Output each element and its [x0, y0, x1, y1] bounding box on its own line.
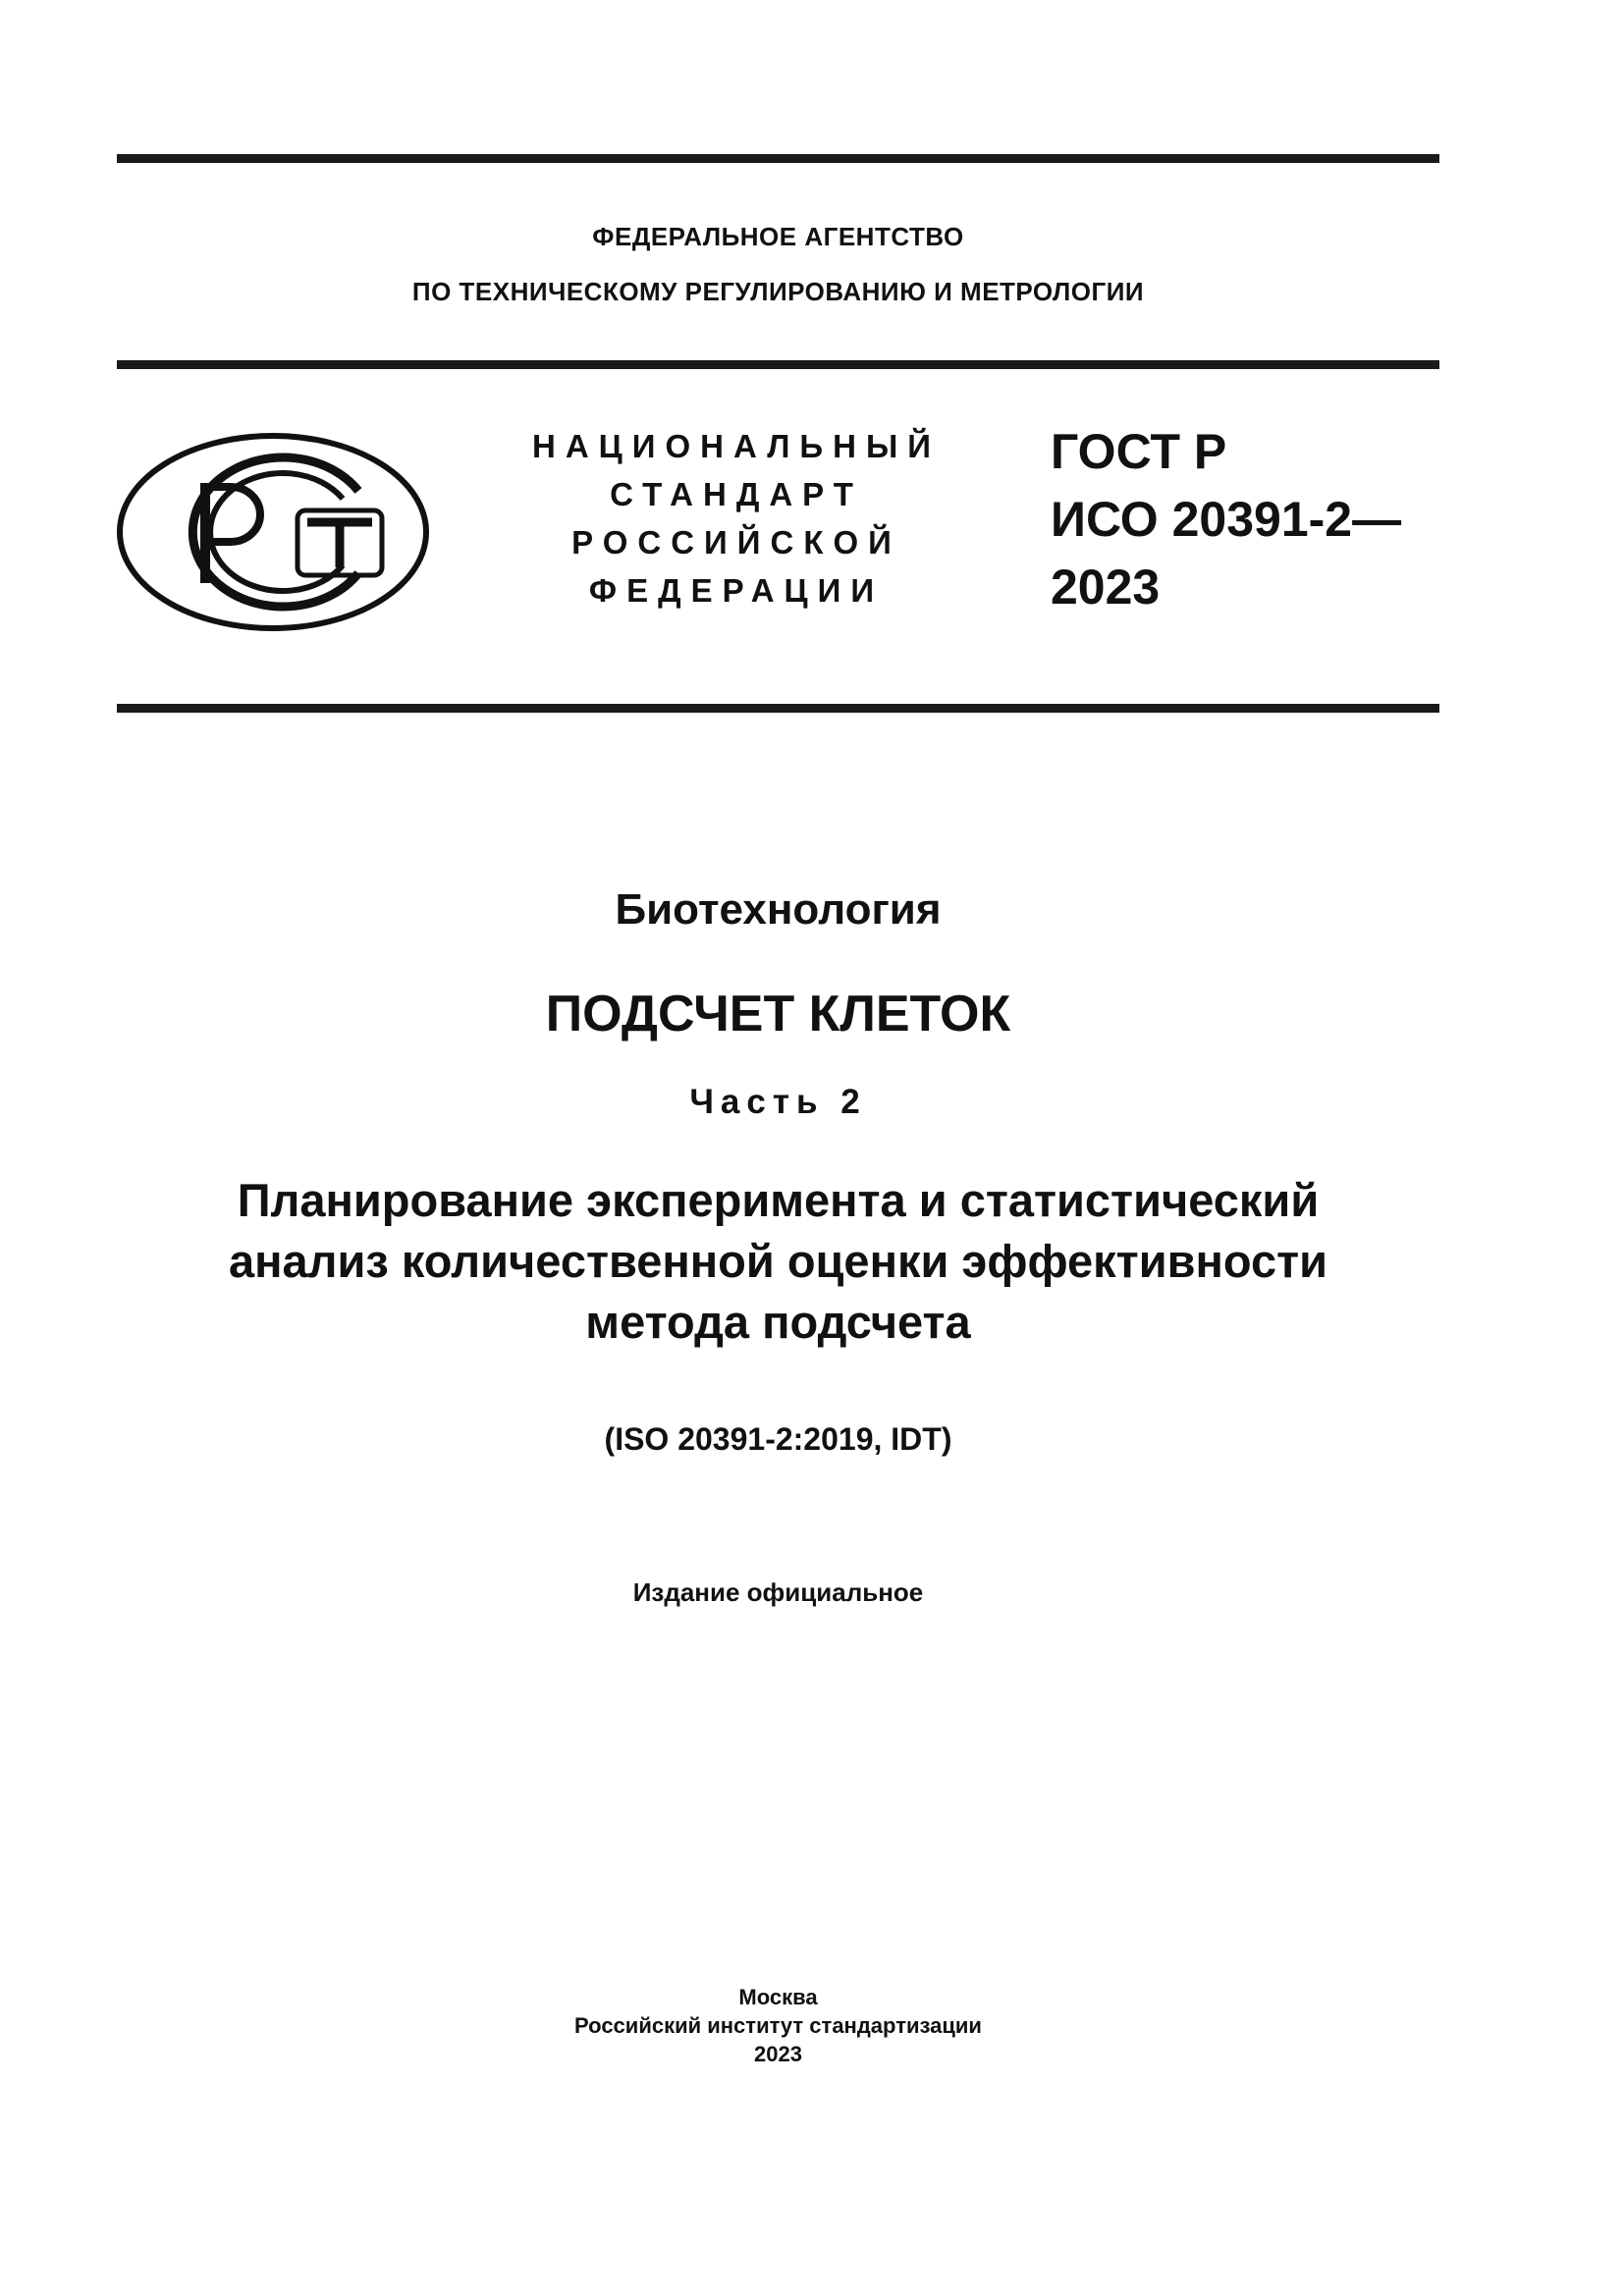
- national-line-4: ФЕДЕРАЦИИ: [588, 572, 885, 609]
- publication-year: 2023: [754, 2042, 802, 2066]
- agency-line-1: ФЕДЕРАЛЬНОЕ АГЕНТСТВО: [592, 222, 964, 251]
- designation-line-1: ГОСТ Р: [1051, 424, 1227, 479]
- national-line-3: РОССИЙСКОЙ: [571, 524, 901, 561]
- edition-label: Издание официальное: [632, 1577, 924, 1607]
- subtitle-line-2: анализ количественной оценки эффективности: [228, 1235, 1328, 1287]
- main-title: ПОДСЧЕТ КЛЕТОК: [545, 986, 1011, 1042]
- top-rule: [117, 154, 1439, 163]
- publisher-institute: Российский институт стандартизации: [574, 2013, 982, 2038]
- header-divider-rule: [117, 360, 1439, 369]
- national-line-1: НАЦИОНАЛЬНЫЙ: [532, 428, 941, 464]
- agency-line-2: ПО ТЕХНИЧЕСКОМУ РЕГУЛИРОВАНИЮ И МЕТРОЛОГИИ: [411, 277, 1145, 306]
- national-standard-label: [511, 422, 962, 614]
- subtitle: [117, 1170, 1439, 1353]
- designation-line-3: 2023: [1051, 560, 1161, 614]
- standard-block-bottom-rule: [117, 704, 1439, 713]
- rst-certification-logo-icon: [115, 432, 431, 632]
- national-line-2: СТАНДАРТ: [610, 476, 863, 512]
- iso-reference: (ISO 20391-2:2019, IDT): [604, 1421, 952, 1457]
- part-label: Часть 2: [689, 1083, 867, 1121]
- designation-line-2: ИСО 20391-2—: [1051, 492, 1402, 547]
- subtitle-line-1: Планирование эксперимента и статистический: [237, 1174, 1320, 1226]
- publisher-city: Москва: [738, 1985, 818, 2009]
- standard-designation: [1051, 418, 1443, 621]
- field-title: Биотехнология: [615, 885, 942, 934]
- subtitle-line-3: метода подсчета: [585, 1296, 971, 1348]
